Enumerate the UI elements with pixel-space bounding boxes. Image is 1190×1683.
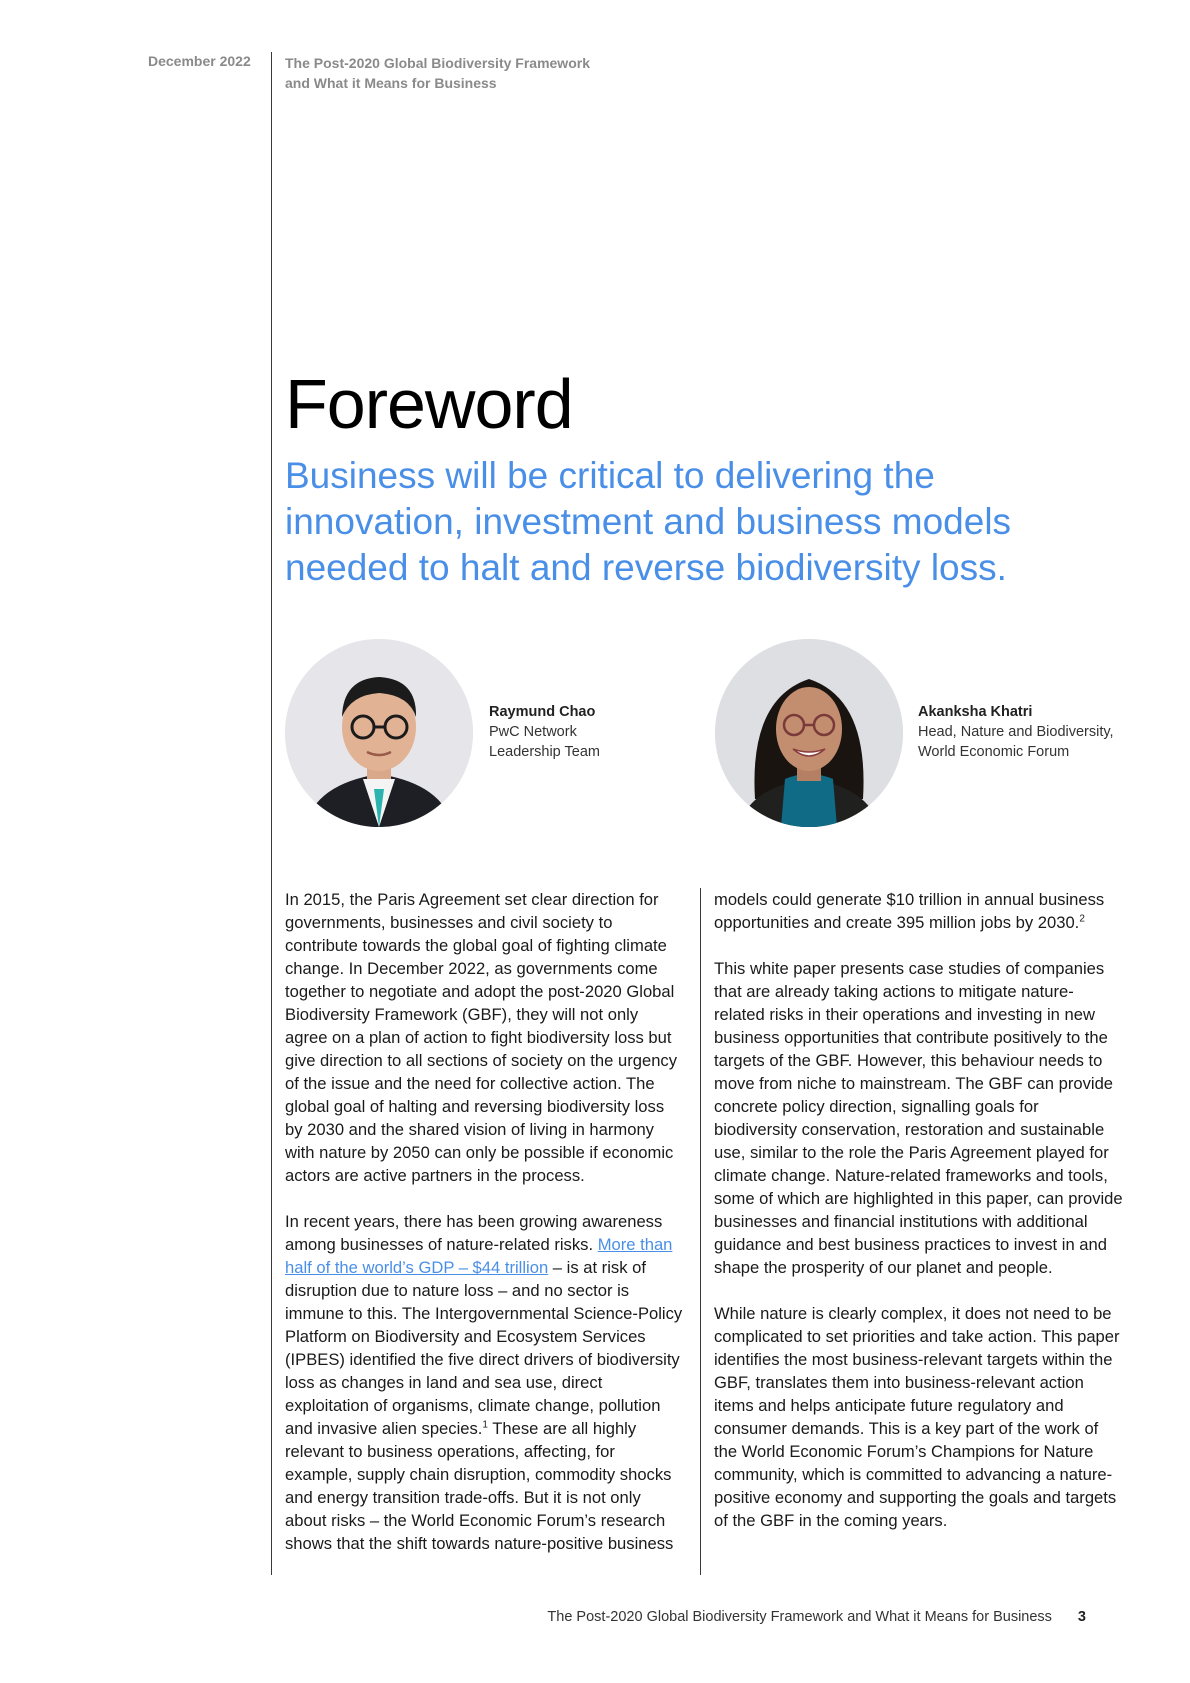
body-paragraph [285,1210,685,1555]
page-footer [547,1609,1086,1625]
author-role-line-1: PwC Network [489,724,577,740]
header-date: December 2022 [148,53,251,69]
body-column-left [285,888,685,1578]
author-card-raymund-chao [489,702,689,762]
footnote-marker: 1 [482,1419,488,1431]
author-role-line-1: Head, Nature and Biodiversity, [918,724,1114,740]
header-title-line-1: The Post-2020 Global Biodiversity Framework [285,55,590,71]
paragraph-text: These are all highly relevant to business operations, affecting, for example, supply chain disruption, commodity shocks and energy transition trade-offs. But it is not only about risks – the World Economic Forum’s research shows that the shift towards nature-positive business [285,1419,674,1553]
author-name: Raymund Chao [489,704,596,720]
body-paragraph [714,888,1124,934]
page-number: 3 [1077,1609,1086,1625]
body-paragraph: In 2015, the Paris Agreement set clear direction for governments, businesses and civil society to contribute towards the global goal of fighting climate change. In December 2022, as governments come together to negotiate and adopt the post-2020 Global Biodiversity Framework (GBF), they will not only agree on a plan of action to fight biodiversity loss but give direction to all sections of society on the urgency of the issue and the need for collective action. The global goal of halting and reversing biodiversity loss by 2030 and the shared vision of living in harmony with nature by 2050 can only be possible if economic actors are active partners in the process. [285,890,678,1185]
paragraph-text: – is at risk of disruption due to nature loss – and no sector is immune to this. The Intergovernmental Science-Policy Platform on Biodiversity and Ecosystem Services (IPBES) identified the five direct drivers of biodiversity loss as changes in land and sea use, direct exploitation of organisms, climate change, pollution and invasive alien species. [285,1258,683,1438]
page-subtitle: Business will be critical to delivering the innovation, investment and business models needed to halt and reverse biodiversity loss. [285,455,1012,588]
body-paragraph: This white paper presents case studies of companies that are already taking actions to mitigate nature-related risks in their operations and investing in new business opportunities that contribute positively to the targets of the GBF. However, this behaviour needs to move from niche to mainstream. The GBF can provide concrete policy direction, signalling goals for biodiversity conservation, restoration and sustainable use, similar to the role the Paris Agreement played for climate change. Nature-related frameworks and tools, some of which are highlighted in this paper, can provide businesses and financial institutions with additional guidance and best business practices to invest in and shape the prosperity of our planet and people. [714,959,1123,1277]
author-portrait-akanksha-khatri [715,639,903,827]
footer-title: The Post-2020 Global Biodiversity Framework and What it Means for Business [547,1609,1052,1625]
gdp-at-risk-link[interactable]: More than half of the world’s GDP – $44 trillion [285,1235,673,1277]
header-title-line-2: and What it Means for Business [285,75,497,91]
paragraph-text: models could generate $10 trillion in annual business opportunities and create 395 million jobs by 2030. [714,890,1105,932]
header-title [285,53,705,93]
body-paragraph: While nature is clearly complex, it does not need to be complicated to set priorities and take action. This paper identifies the most business-relevant targets within the GBF, translates them into business-relevant action items and helps anticipate future regulatory and consumer demands. This is a key part of the work of the World Economic Forum’s Champions for Nature community, which is committed to advancing a nature-positive economy and supporting the goals and targets of the GBF in the coming years. [714,1304,1120,1530]
footnote-marker: 2 [1079,913,1085,925]
paragraph-text: In recent years, there has been growing awareness among businesses of nature-related risks. [285,1212,663,1254]
page-title: Foreword [285,365,573,443]
author-role-line-2: Leadership Team [489,744,600,760]
column-divider [700,888,701,1575]
author-portrait-raymund-chao [285,639,473,827]
author-name: Akanksha Khatri [918,704,1033,720]
body-column-right [714,888,1124,1555]
vertical-rule [271,52,272,1575]
author-card-akanksha-khatri [918,702,1138,762]
author-role-line-2: World Economic Forum [918,744,1070,760]
